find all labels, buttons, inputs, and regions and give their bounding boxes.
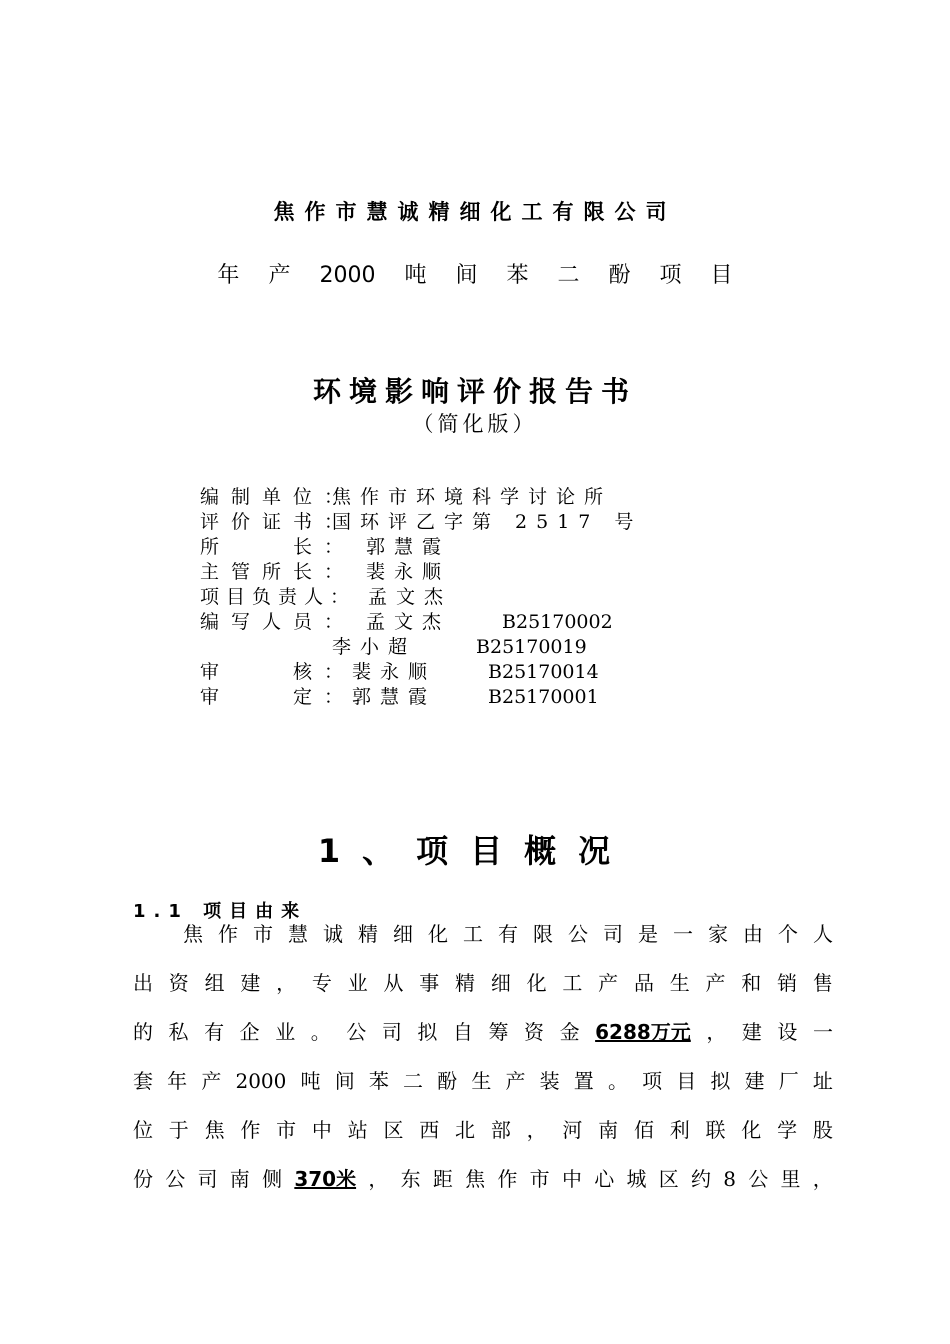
staff-row-cert	[200, 510, 642, 535]
char: 产	[598, 971, 619, 995]
char: 作	[218, 922, 238, 946]
char: 公	[346, 1020, 367, 1044]
char: 份	[133, 1167, 153, 1191]
char: 位	[133, 1118, 153, 1142]
project-part: 吨	[404, 263, 427, 288]
char: 间	[334, 1069, 355, 1093]
char: 。	[310, 1020, 331, 1044]
char: 年	[167, 1069, 188, 1093]
paragraph-line	[133, 1106, 833, 1155]
char: 化	[526, 971, 547, 995]
char: 南	[598, 1118, 619, 1142]
char: 有	[204, 1020, 225, 1044]
char: 诚	[323, 922, 343, 946]
staff-value: 裴永顺	[352, 661, 437, 683]
project-name	[0, 258, 950, 289]
char: 城	[626, 1167, 647, 1191]
char: 置	[573, 1069, 594, 1093]
company-name: 焦作市慧诚精细化工有限公司	[273, 200, 677, 224]
char: 专	[311, 971, 332, 995]
char: 精	[455, 971, 476, 995]
char: ，	[368, 1167, 389, 1191]
char: 人	[813, 922, 833, 946]
paragraph-line	[133, 1008, 833, 1057]
char: ，	[812, 1167, 833, 1191]
char: 公	[165, 1167, 186, 1191]
char: 作	[497, 1167, 518, 1191]
char: 苯	[368, 1069, 389, 1093]
char: 拟	[417, 1020, 438, 1044]
char: 股	[812, 1118, 833, 1142]
char: 家	[708, 922, 728, 946]
char: 公	[568, 922, 588, 946]
char: 资	[168, 971, 189, 995]
char: 作	[240, 1118, 261, 1142]
char: 建	[240, 971, 261, 995]
staff-row-approve	[200, 685, 642, 710]
staff-label: 编写人员：	[200, 611, 356, 633]
char: 距	[432, 1167, 453, 1191]
report-subtitle: （简化版）	[412, 412, 538, 436]
char: 吨	[300, 1069, 321, 1093]
char: 约	[691, 1167, 711, 1191]
char: 目	[676, 1069, 697, 1093]
char: 焦	[204, 1118, 225, 1142]
char: 销	[777, 971, 798, 995]
staff-label: 项目负责人：	[200, 586, 357, 608]
char: 于	[168, 1118, 189, 1142]
char: ，	[706, 1020, 727, 1044]
char: 设	[777, 1020, 798, 1044]
char: 焦	[465, 1167, 486, 1191]
char: 事	[419, 971, 440, 995]
char: 个	[778, 922, 798, 946]
char: 联	[705, 1118, 726, 1142]
char: 是	[638, 922, 658, 946]
staff-label: 所 长：	[200, 536, 356, 558]
char: 8	[723, 1167, 736, 1191]
project-part: 酚	[608, 263, 631, 288]
paragraph-line	[133, 910, 833, 959]
char: 生	[669, 971, 690, 995]
staff-code: B25170002	[502, 611, 613, 633]
char: 酚	[437, 1069, 458, 1093]
staff-value: 国环评乙字第 2517 号	[332, 511, 643, 533]
char: 细	[393, 922, 413, 946]
char: 东	[400, 1167, 421, 1191]
char: 址	[812, 1069, 833, 1093]
staff-label: 主管所长：	[200, 561, 356, 583]
staff-label: 审 定：	[200, 686, 356, 708]
char: 心	[594, 1167, 615, 1191]
char: 品	[633, 971, 654, 995]
paragraph-line	[133, 1155, 833, 1204]
staff-row-deputy	[200, 560, 642, 585]
subsection-heading: 1.1 项目由来	[133, 901, 308, 922]
char: 化	[741, 1118, 762, 1142]
project-part: 项	[659, 263, 682, 288]
char: 站	[347, 1118, 368, 1142]
project-part: 苯	[506, 263, 529, 288]
char: 市	[253, 922, 273, 946]
char: 西	[419, 1118, 440, 1142]
paragraph-line	[133, 1057, 833, 1106]
staff-value: 李小超	[332, 636, 417, 658]
char: 利	[669, 1118, 690, 1142]
char: 套	[133, 1069, 153, 1093]
staff-list	[200, 485, 642, 710]
staff-value: 焦作市环境科学讨论所	[332, 486, 613, 508]
char: 市	[529, 1167, 550, 1191]
char: 部	[490, 1118, 511, 1142]
char: 二	[403, 1069, 423, 1093]
char: ，	[276, 971, 297, 995]
char: 产	[201, 1069, 222, 1093]
char: 一	[812, 1020, 833, 1044]
char: 精	[358, 922, 378, 946]
char: 建	[741, 1020, 762, 1044]
char: 产	[705, 971, 726, 995]
char: 售	[812, 971, 833, 995]
char: 的	[133, 1020, 153, 1044]
char: 区	[658, 1167, 679, 1191]
char: 业	[275, 1020, 296, 1044]
project-part: 二	[557, 263, 580, 288]
staff-code: B25170019	[476, 636, 587, 658]
char: 项	[642, 1069, 663, 1093]
investment-amount: 6288万元	[595, 1020, 691, 1044]
char: 建	[744, 1069, 765, 1093]
char: 市	[276, 1118, 297, 1142]
char: 金	[559, 1020, 580, 1044]
staff-code: B25170001	[488, 686, 599, 708]
char: 司	[381, 1020, 402, 1044]
project-part: 年	[217, 263, 240, 288]
project-part: 产	[268, 263, 291, 288]
char: 北	[455, 1118, 476, 1142]
report-title: 环境影响评价报告书	[312, 375, 637, 408]
char: ，	[526, 1118, 547, 1142]
char: 从	[383, 971, 404, 995]
char: 企	[239, 1020, 260, 1044]
char: 里	[780, 1167, 801, 1191]
char: 工	[463, 922, 483, 946]
staff-label: 编制单位：	[200, 486, 356, 508]
char: 慧	[288, 922, 308, 946]
char: 业	[347, 971, 368, 995]
char: 有	[498, 922, 518, 946]
staff-row-unit	[200, 485, 642, 510]
char: 焦	[183, 922, 203, 946]
staff-row-review	[200, 660, 642, 685]
char: 化	[428, 922, 448, 946]
char: 和	[741, 971, 762, 995]
staff-row-director	[200, 535, 642, 560]
staff-value: 郭慧霞	[352, 686, 437, 708]
char: 产	[505, 1069, 526, 1093]
char: 细	[490, 971, 511, 995]
staff-label: 审 核：	[200, 661, 356, 683]
char: 南	[229, 1167, 250, 1191]
staff-value: 孟文杰	[366, 611, 451, 633]
char: 由	[743, 922, 763, 946]
char: 厂	[778, 1069, 799, 1093]
char: 自	[452, 1020, 473, 1044]
char: 资	[524, 1020, 545, 1044]
char: 司	[197, 1167, 218, 1191]
char: 工	[562, 971, 583, 995]
staff-value: 郭慧霞	[366, 536, 451, 558]
char: 司	[603, 922, 623, 946]
staff-row-writers	[200, 610, 642, 635]
char: 筹	[488, 1020, 509, 1044]
char: 生	[471, 1069, 492, 1093]
char: 佰	[633, 1118, 654, 1142]
project-part: 间	[455, 263, 478, 288]
body-paragraph	[133, 910, 833, 1204]
staff-label: 评价证书：	[200, 511, 356, 533]
section-title: 1、项目概况	[317, 832, 633, 870]
char: 学	[777, 1118, 798, 1142]
staff-value: 裴永顺	[366, 561, 451, 583]
char: 私	[168, 1020, 189, 1044]
char: 侧	[262, 1167, 283, 1191]
char: 公	[748, 1167, 769, 1191]
distance-value: 370米	[294, 1167, 357, 1191]
char: 组	[204, 971, 225, 995]
char: 一	[673, 922, 693, 946]
char: 拟	[710, 1069, 731, 1093]
char: 河	[562, 1118, 583, 1142]
char: 2000	[235, 1069, 287, 1093]
char: 中	[561, 1167, 582, 1191]
project-part: 目	[710, 263, 733, 288]
paragraph-line	[133, 959, 833, 1008]
char: 中	[311, 1118, 332, 1142]
char: 装	[539, 1069, 560, 1093]
project-part: 2000	[319, 263, 376, 288]
staff-row-lead	[200, 585, 642, 610]
char: 出	[133, 971, 153, 995]
staff-code: B25170014	[488, 661, 599, 683]
staff-row-writer2	[200, 635, 642, 660]
char: 。	[607, 1069, 628, 1093]
staff-value: 孟文杰	[368, 586, 453, 608]
char: 限	[533, 922, 553, 946]
char: 区	[383, 1118, 404, 1142]
